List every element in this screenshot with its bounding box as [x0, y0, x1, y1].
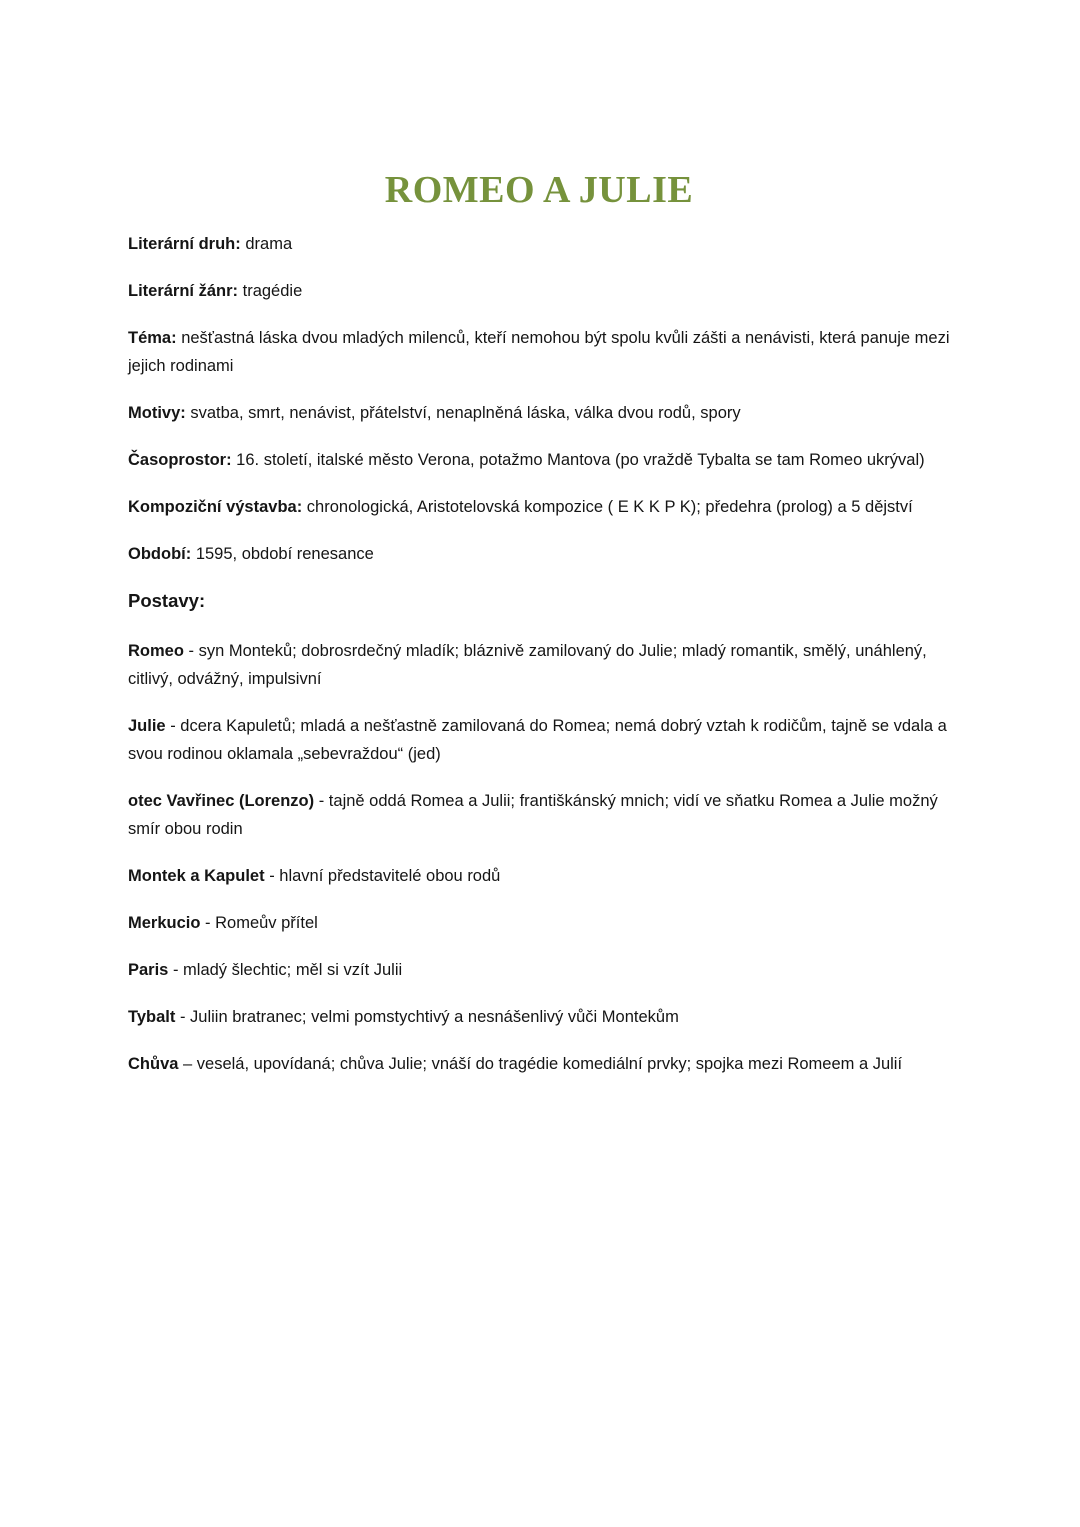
page-title: ROMEO A JULIE — [384, 169, 694, 211]
paragraph-text: drama — [240, 235, 293, 253]
paragraph — [128, 587, 950, 615]
paragraph — [128, 446, 950, 474]
paragraph-label: otec Vavřinec (Lorenzo) — [128, 792, 315, 810]
paragraph-text: svatba, smrt, nenávist, přátelství, nenaplněná láska, válka dvou rodů, spory — [185, 404, 741, 422]
paragraph-text: 16. století, italské město Verona, potažmo Mantova (po vraždě Tybalta se tam Romeo ukrýval) — [231, 451, 925, 469]
paragraph — [128, 787, 950, 843]
paragraph-label: Montek a Kapulet — [128, 867, 265, 885]
paragraph — [128, 540, 950, 568]
paragraph-label: Chůva — [128, 1055, 179, 1073]
paragraph — [128, 324, 950, 380]
paragraph-text: - Romeův přítel — [200, 914, 318, 932]
paragraph-label: Romeo — [128, 642, 184, 660]
paragraph-label: Tybalt — [128, 1008, 176, 1026]
paragraph — [128, 399, 950, 427]
paragraph — [128, 909, 950, 937]
paragraph-label: Téma: — [128, 329, 177, 347]
paragraph-label: Literární žánr: — [128, 282, 239, 300]
paragraph-text: - Juliin bratranec; velmi pomstychtivý a nesnášenlivý vůči Montekům — [175, 1008, 679, 1026]
paragraph — [128, 1050, 950, 1078]
paragraph-text: chronologická, Aristotelovská kompozice ( E K K P K); předehra (prolog) a 5 dějství — [302, 498, 913, 516]
paragraph-text: tragédie — [238, 282, 303, 300]
paragraph-label: Postavy: — [128, 590, 206, 611]
paragraph-text: - mladý šlechtic; měl si vzít Julii — [168, 961, 403, 979]
paragraph — [128, 862, 950, 890]
paragraph-text: - tajně oddá Romea a Julii; františkánský mnich; vidí ve sňatku Romea a Julie možný smír obou rodin — [128, 792, 938, 838]
paragraph-text: - syn Monteků; dobrosrdečný mladík; bláznivě zamilovaný do Julie; mladý romantik, smělý, unáhlený, citlivý, odvážný, impulsivní — [128, 642, 927, 688]
paragraph-text: 1595, období renesance — [191, 545, 374, 563]
paragraph — [128, 956, 950, 984]
paragraph — [128, 230, 950, 258]
paragraph-label: Časoprostor: — [128, 451, 232, 469]
paragraph-label: Motivy: — [128, 404, 186, 422]
paragraph-text: - hlavní představitelé obou rodů — [264, 867, 501, 885]
document-body — [128, 230, 950, 1078]
paragraph — [128, 637, 950, 693]
paragraph-label: Julie — [128, 717, 166, 735]
paragraph-label: Literární druh: — [128, 235, 241, 253]
paragraph-text: nešťastná láska dvou mladých milenců, kteří nemohou být spolu kvůli zášti a nenávisti, která panuje mezi jejich rodinami — [128, 329, 950, 375]
paragraph-text: – veselá, upovídaná; chůva Julie; vnáší do tragédie komediální prvky; spojka mezi Romeem a Julií — [178, 1055, 903, 1073]
paragraph-text: - dcera Kapuletů; mladá a nešťastně zamilovaná do Romea; nemá dobrý vztah k rodičům, tajně se vdala a svou rodinou oklamala „sebevraždou“ (jed) — [128, 717, 947, 763]
paragraph — [128, 493, 950, 521]
paragraph-label: Období: — [128, 545, 192, 563]
paragraph — [128, 1003, 950, 1031]
paragraph-label: Kompoziční výstavba: — [128, 498, 303, 516]
paragraph-label: Merkucio — [128, 914, 201, 932]
paragraph-label: Paris — [128, 961, 169, 979]
paragraph — [128, 277, 950, 305]
paragraph — [128, 712, 950, 768]
